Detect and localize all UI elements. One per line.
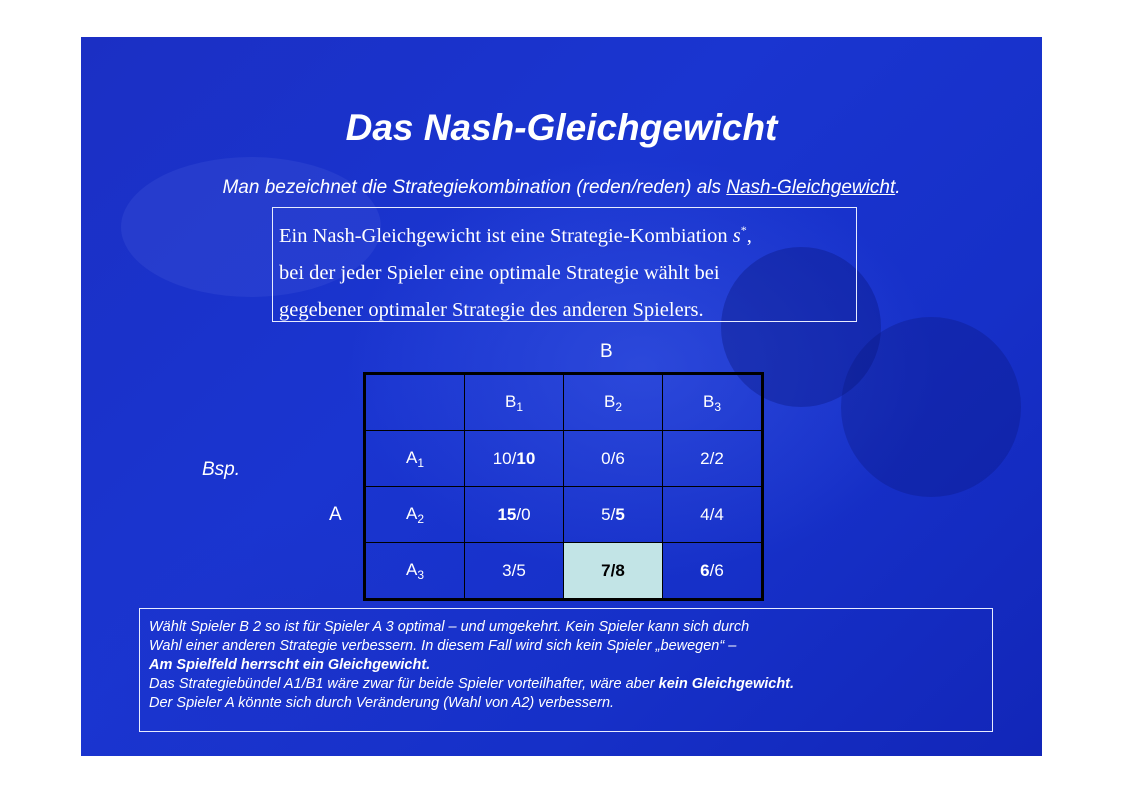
page-title: Das Nash-Gleichgewicht	[345, 107, 778, 148]
payoff-cell: 4/4	[663, 487, 763, 543]
definition-line-2: bei der jeder Spieler eine optimale Strategie wählt bei	[279, 261, 720, 284]
explanation-line: Wahl einer anderen Strategie verbessern. In diesem Fall wird sich kein Spieler „bewegen“ –	[149, 638, 737, 654]
equilibrium-cell: 7/8	[564, 543, 663, 600]
row-header: $A_1$	[365, 431, 465, 487]
column-header: $B_2$	[564, 374, 663, 431]
explanation-box	[139, 608, 993, 732]
payoff-cell: 6/6	[663, 543, 763, 600]
definition-line-3: gegebener optimaler Strategie des anderen Spielers.	[279, 298, 704, 321]
matrix-row	[365, 543, 763, 600]
player-a-label: A	[329, 504, 342, 525]
explanation-line: Das Strategiebündel A1/B1 wäre zwar für beide Spieler vorteilhafter, wäre aber kein Gleichgewicht.	[149, 676, 795, 692]
subtitle	[81, 177, 1042, 199]
strategy-symbol: s	[732, 224, 741, 247]
column-header: $B_3$	[663, 374, 763, 431]
payoff-cell: 15/0	[465, 487, 564, 543]
row-header: $A_3$	[365, 543, 465, 600]
header-row	[365, 374, 763, 431]
corner-cell	[365, 374, 465, 431]
subtitle-text: Man bezeichnet die Strategiekombination (reden/reden) als	[222, 177, 727, 198]
definition-line-1: Ein Nash-Gleichgewicht ist eine Strategie-Kombiation s*,	[279, 223, 752, 247]
example-label: Bsp.	[202, 459, 241, 480]
slide	[81, 37, 1042, 756]
matrix-row	[365, 431, 763, 487]
payoff-cell: 2/2	[663, 431, 763, 487]
column-header: $B_1$	[465, 374, 564, 431]
player-b-label: B	[600, 341, 613, 362]
strategy-symbol-star: *	[740, 223, 747, 237]
matrix-row	[365, 487, 763, 543]
explanation-line: Wählt Spieler B 2 so ist für Spieler A 3 optimal – und umgekehrt. Kein Spieler kann sich durch	[149, 619, 750, 635]
explanation-line: Der Spieler A könnte sich durch Veränderung (Wahl von A2) verbessern.	[149, 695, 615, 711]
payoff-cell: 3/5	[465, 543, 564, 600]
payoff-cell: 0/6	[564, 431, 663, 487]
background-decoration	[841, 317, 1021, 497]
payoff-cell: 5/5	[564, 487, 663, 543]
payoff-cell: 10/10	[465, 431, 564, 487]
payoff-matrix	[363, 372, 764, 601]
nash-link-text: Nash-Gleichgewicht	[726, 177, 896, 198]
definition-box	[272, 207, 857, 322]
row-header: $A_2$	[365, 487, 465, 543]
subtitle-end: .	[895, 177, 901, 198]
explanation-emphasis: Am Spielfeld herrscht ein Gleichgewicht.	[149, 657, 431, 673]
